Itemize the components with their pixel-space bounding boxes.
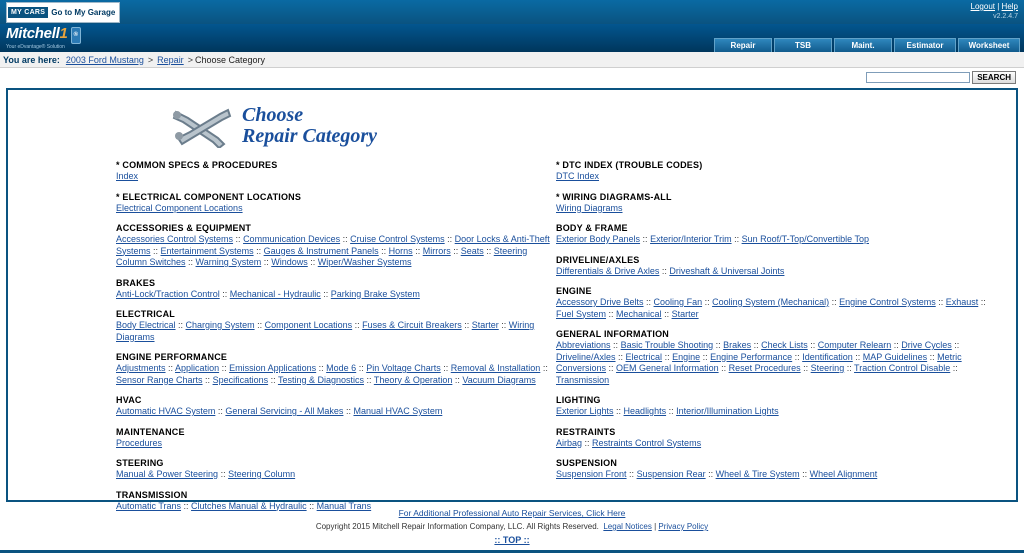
category-links	[116, 289, 556, 301]
category-columns	[8, 154, 1016, 521]
category-link[interactable]: Mechanical - Hydraulic	[229, 288, 321, 299]
category-group	[556, 329, 996, 386]
link-separator: ::	[950, 363, 958, 373]
category-group-heading: ENGINE PERFORMANCE	[116, 352, 228, 362]
category-link[interactable]: Wiring Diagrams	[116, 320, 535, 342]
category-link[interactable]: DTC Index	[556, 171, 600, 181]
link-separator: ::	[606, 308, 617, 319]
category-link[interactable]: Basic Trouble Shooting	[620, 340, 714, 350]
link-separator: ::	[306, 500, 317, 511]
category-group	[116, 278, 556, 301]
category-link[interactable]: Manual Trans	[316, 500, 372, 511]
category-group-heading: * WIRING DIAGRAMS-ALL	[556, 191, 672, 202]
brand-bar	[0, 24, 1024, 52]
breadcrumb-repair[interactable]: Repair	[157, 54, 184, 65]
link-separator: ::	[705, 469, 716, 479]
category-group	[556, 192, 996, 215]
category-link[interactable]: Wheel Alignment	[809, 469, 878, 479]
link-separator: ::	[202, 374, 213, 385]
category-link[interactable]: Body Electrical	[116, 320, 176, 330]
link-separator: ::	[891, 340, 902, 350]
link-separator: ::	[792, 351, 803, 362]
logo-tagline: Your eDvantage® Solution	[6, 44, 65, 50]
category-group-heading: HVAC	[116, 395, 142, 405]
category-links	[116, 501, 556, 513]
search-button[interactable]: SEARCH	[972, 71, 1016, 84]
link-separator: ::	[659, 265, 670, 276]
link-separator: ::	[320, 288, 331, 299]
breadcrumb-separator-2: >	[187, 54, 193, 65]
link-separator: ::	[927, 351, 938, 362]
category-group	[116, 192, 556, 215]
category-link[interactable]: Driveline/Axles	[556, 351, 616, 362]
category-link[interactable]: Specifications	[212, 374, 269, 385]
wrench-icon	[168, 102, 234, 151]
link-separator: ::	[150, 245, 161, 256]
category-link[interactable]: Transmission	[556, 374, 610, 385]
category-link[interactable]: Communication Devices	[243, 234, 341, 244]
link-separator: ::	[799, 469, 810, 479]
link-separator: ::	[215, 406, 226, 416]
category-link[interactable]: Procedures	[116, 437, 163, 448]
category-link[interactable]: Metric Conversions	[556, 351, 962, 373]
category-link[interactable]: Steering Column	[228, 469, 296, 479]
category-group	[116, 427, 556, 450]
category-link[interactable]: Accessory Drive Belts	[556, 297, 644, 307]
breadcrumb-lead: You are here:	[3, 54, 60, 65]
left-column	[116, 160, 556, 521]
category-links	[556, 234, 996, 246]
link-separator: ::	[626, 469, 637, 479]
link-separator: ::	[343, 406, 354, 416]
link-separator: ::	[718, 363, 729, 373]
category-group	[116, 395, 556, 418]
category-link[interactable]: MAP Guidelines	[862, 351, 928, 362]
link-separator: ::	[800, 363, 811, 373]
category-link[interactable]: Removal & Installation	[450, 363, 541, 373]
category-link[interactable]: Fuel System	[556, 308, 607, 319]
link-separator: ::	[935, 297, 946, 307]
right-column	[556, 160, 996, 521]
category-link[interactable]: Vacuum Diagrams	[462, 374, 536, 385]
category-group	[556, 458, 996, 481]
category-links	[116, 363, 556, 386]
my-garage-button[interactable]	[6, 2, 120, 23]
link-separator: ::	[978, 297, 986, 307]
main-panel	[6, 88, 1018, 511]
category-link[interactable]: Seats	[460, 245, 484, 256]
category-link[interactable]: Sensor Range Charts	[116, 374, 203, 385]
category-link[interactable]: Theory & Operation	[373, 374, 453, 385]
category-link[interactable]: Cruise Control Systems	[350, 234, 445, 244]
category-link[interactable]: Anti-Lock/Traction Control	[116, 288, 220, 299]
category-group-heading: * ELECTRICAL COMPONENT LOCATIONS	[116, 191, 302, 202]
tab-worksheet[interactable]: Worksheet	[958, 38, 1020, 52]
link-separator: ::	[483, 245, 494, 256]
category-group	[556, 395, 996, 418]
category-link[interactable]: Steering	[810, 363, 845, 373]
category-group-heading: SUSPENSION	[556, 458, 618, 468]
link-separator: ::	[666, 406, 677, 416]
category-links	[116, 234, 556, 269]
logo-accent: 1	[59, 25, 68, 42]
category-link[interactable]: Interior/Illumination Lights	[676, 406, 779, 416]
category-links	[116, 203, 556, 215]
category-group	[116, 352, 556, 386]
category-link[interactable]: Emission Applications	[229, 363, 317, 373]
top-bar	[0, 0, 1024, 24]
version-label: v2.2.4.7	[993, 13, 1018, 20]
registered-chip: ®	[71, 27, 81, 44]
breadcrumb-current: Choose Category	[194, 54, 265, 65]
link-separator: ::	[452, 374, 463, 385]
link-separator: ::	[253, 245, 264, 256]
link-separator: ::	[844, 363, 855, 373]
category-link[interactable]: Differentials & Drive Axles	[556, 265, 660, 276]
page-title-line1: Choose	[242, 104, 304, 126]
category-links	[116, 171, 556, 183]
category-group-heading: BODY & FRAME	[556, 223, 628, 233]
category-link[interactable]: Mirrors	[422, 245, 451, 256]
category-link[interactable]: Cooling System (Mechanical)	[712, 297, 830, 307]
category-link[interactable]: Exterior Lights	[556, 406, 614, 416]
link-separator: ::	[261, 257, 272, 267]
page-title	[8, 98, 1016, 154]
link-separator: ::	[185, 257, 196, 267]
link-separator: ::	[461, 320, 472, 330]
category-group-heading: ENGINE	[556, 286, 592, 296]
category-link[interactable]: Wiper/Washer Systems	[317, 257, 412, 267]
link-separator: ::	[340, 234, 351, 244]
category-group	[116, 309, 556, 343]
category-links	[556, 297, 996, 320]
category-link[interactable]: Engine	[672, 351, 701, 362]
link-separator: ::	[751, 340, 762, 350]
category-link[interactable]: Traction Control Disable	[854, 363, 951, 373]
category-group-heading: RESTRAINTS	[556, 426, 616, 437]
category-link[interactable]: Brakes	[723, 340, 752, 350]
category-link[interactable]: Pin Voltage Charts	[366, 363, 441, 373]
tab-estimator[interactable]: Estimator	[894, 38, 956, 52]
footer-divider: |	[654, 522, 657, 531]
category-link[interactable]: Clutches Manual & Hydraulic	[191, 500, 307, 511]
link-separator: ::	[498, 320, 509, 330]
link-separator: ::	[412, 245, 423, 256]
category-links	[116, 469, 556, 481]
category-link[interactable]: Mechanical	[616, 308, 662, 319]
category-group	[556, 223, 996, 246]
pro-services-link[interactable]: For Additional Professional Auto Repair Services, Click Here	[398, 508, 626, 518]
back-to-top-link[interactable]: :: TOP ::	[494, 535, 530, 545]
link-separator: ::	[218, 469, 229, 479]
category-link[interactable]: Restraints Control Systems	[592, 437, 702, 448]
link-separator: ::	[356, 363, 367, 373]
tab-repair[interactable]: Repair	[714, 38, 772, 52]
category-group-heading: STEERING	[116, 458, 164, 468]
category-link[interactable]: Starter	[671, 308, 699, 319]
category-link[interactable]: Identification	[802, 351, 853, 362]
category-link[interactable]: Gauges & Instrument Panels	[263, 245, 379, 256]
breadcrumb-vehicle[interactable]: 2003 Ford Mustang	[65, 54, 144, 65]
mitchell-logo[interactable]	[6, 26, 81, 52]
link-separator: ::	[175, 320, 186, 330]
category-link[interactable]: Suspension Rear	[636, 469, 706, 479]
category-link[interactable]: Horns	[388, 245, 413, 256]
link-separator: ::	[181, 500, 192, 511]
link-separator: ::	[307, 257, 318, 267]
category-link[interactable]: Manual & Power Steering	[116, 469, 219, 479]
category-group	[116, 490, 556, 513]
category-links	[556, 266, 996, 278]
breadcrumb-separator-1: >	[147, 54, 154, 65]
category-link[interactable]: Index	[116, 171, 139, 181]
category-group	[116, 160, 556, 183]
category-links	[556, 340, 996, 386]
category-link[interactable]: Wheel & Tire System	[715, 469, 800, 479]
link-separator: ::	[233, 234, 244, 244]
link-separator: ::	[450, 245, 461, 256]
category-group-heading: ELECTRICAL	[116, 309, 175, 319]
link-separator: ::	[440, 363, 451, 373]
category-link[interactable]: Component Locations	[264, 320, 353, 330]
category-link[interactable]: Manual HVAC System	[353, 406, 443, 416]
category-link[interactable]: Driveshaft & Universal Joints	[669, 265, 785, 276]
category-group-heading: DRIVELINE/AXLES	[556, 254, 640, 265]
category-group	[556, 160, 996, 183]
privacy-policy-link[interactable]: Privacy Policy	[658, 522, 709, 531]
link-separator: ::	[852, 351, 863, 362]
category-link[interactable]: Sun Roof/T-Top/Convertible Top	[741, 234, 869, 244]
help-link[interactable]: Help	[1001, 2, 1018, 11]
category-link[interactable]: Cooling Fan	[653, 297, 703, 307]
category-group-heading: MAINTENANCE	[116, 426, 185, 437]
category-link[interactable]: Headlights	[623, 406, 667, 416]
category-link[interactable]: Mode 6	[326, 363, 357, 373]
link-separator: ::	[829, 297, 840, 307]
link-separator: ::	[219, 288, 230, 299]
category-link[interactable]: Warning System	[195, 257, 262, 267]
search-input[interactable]	[866, 72, 970, 83]
link-separator: ::	[613, 406, 624, 416]
category-link[interactable]: Charging System	[185, 320, 255, 330]
link-separator: ::	[807, 340, 818, 350]
category-link[interactable]: Drive Cycles	[901, 340, 952, 350]
link-separator: ::	[606, 363, 617, 373]
category-link[interactable]: Exhaust	[945, 297, 979, 307]
category-group	[556, 255, 996, 278]
tab-tsb[interactable]: TSB	[774, 38, 832, 52]
category-link[interactable]: Reset Procedures	[728, 363, 801, 373]
copyright-text: Copyright 2015 Mitchell Repair Information Company, LLC. All Rights Reserved.	[315, 522, 599, 531]
main-tabs	[712, 24, 1020, 52]
category-link[interactable]: Computer Relearn	[817, 340, 892, 350]
category-link[interactable]: Engine Control Systems	[839, 297, 936, 307]
category-group-heading: ACCESSORIES & EQUIPMENT	[116, 223, 252, 233]
category-group-heading: * COMMON SPECS & PROCEDURES	[116, 160, 278, 170]
category-link[interactable]: Airbag	[556, 437, 583, 448]
link-separator: ::	[352, 320, 363, 330]
category-group-heading: BRAKES	[116, 277, 156, 288]
link-separator: ::	[268, 374, 278, 385]
link-separator: ::	[731, 234, 742, 244]
category-link[interactable]: Adjustments	[116, 363, 166, 373]
page-title-line2: Repair Category	[242, 125, 377, 147]
category-link[interactable]: Automatic HVAC System	[116, 406, 216, 416]
category-link[interactable]: Door Locks & Anti-Theft Systems	[116, 234, 550, 256]
breadcrumb	[0, 52, 1024, 68]
category-group-heading: LIGHTING	[556, 395, 601, 405]
category-link[interactable]: Steering Column Switches	[116, 245, 528, 267]
category-link[interactable]: General Servicing - All Makes	[225, 406, 344, 416]
category-group	[116, 223, 556, 269]
link-separator: ::	[363, 374, 374, 385]
logout-link[interactable]: Logout	[970, 2, 995, 11]
category-links	[116, 406, 556, 418]
category-link[interactable]: Suspension Front	[556, 469, 627, 479]
link-separator: ::	[378, 245, 389, 256]
link-separator: ::	[165, 363, 176, 373]
category-group	[116, 458, 556, 481]
category-link[interactable]: Fuses & Circuit Breakers	[362, 320, 462, 330]
category-group-heading: TRANSMISSION	[116, 489, 188, 500]
link-separator: ::	[610, 340, 621, 350]
top-links-divider: |	[997, 2, 1000, 11]
category-link[interactable]: Electrical	[625, 351, 663, 362]
category-links	[556, 171, 996, 183]
link-separator: ::	[700, 351, 711, 362]
category-link[interactable]: Wiring Diagrams	[556, 202, 623, 213]
link-separator: ::	[219, 363, 230, 373]
category-link[interactable]: Electrical Component Locations	[116, 202, 243, 213]
my-cars-badge: MY CARS	[8, 7, 48, 18]
link-separator: ::	[444, 234, 455, 244]
category-group	[556, 286, 996, 320]
link-separator: ::	[702, 297, 713, 307]
category-link[interactable]: Automatic Trans	[116, 500, 182, 511]
link-separator: ::	[951, 340, 960, 350]
legal-notices-link[interactable]: Legal Notices	[603, 522, 652, 531]
category-group-heading: * DTC INDEX (TROUBLE CODES)	[556, 160, 703, 170]
category-links	[556, 406, 996, 418]
link-separator: ::	[640, 234, 651, 244]
link-separator: ::	[643, 297, 654, 307]
category-link[interactable]: Check Lists	[761, 340, 808, 350]
link-separator: ::	[254, 320, 265, 330]
category-links	[116, 438, 556, 450]
link-separator: ::	[582, 437, 593, 448]
logo-name: Mitchell	[6, 25, 60, 42]
category-link[interactable]: Parking Brake System	[330, 288, 420, 299]
category-link[interactable]: Abbreviations	[556, 340, 611, 350]
category-group-heading: GENERAL INFORMATION	[556, 329, 669, 339]
category-links	[556, 203, 996, 215]
search-row	[0, 68, 1024, 86]
link-separator: ::	[615, 351, 626, 362]
link-separator: ::	[662, 351, 673, 362]
link-separator: ::	[316, 363, 327, 373]
link-separator: ::	[540, 363, 548, 373]
link-separator: ::	[661, 308, 672, 319]
category-link[interactable]: Exterior/Interior Trim	[650, 234, 732, 244]
category-link[interactable]: Entertainment Systems	[160, 245, 254, 256]
top-right-links	[971, 2, 1018, 22]
category-links	[116, 320, 556, 343]
category-link[interactable]: Starter	[471, 320, 499, 330]
category-link[interactable]: Accessories Control Systems	[116, 234, 234, 244]
tab-maint[interactable]: Maint.	[834, 38, 892, 52]
category-link[interactable]: Windows	[271, 257, 308, 267]
category-links	[556, 469, 996, 481]
category-link[interactable]: Engine Performance	[710, 351, 793, 362]
link-separator: ::	[713, 340, 724, 350]
category-link[interactable]: Application	[175, 363, 220, 373]
category-link[interactable]: Exterior Body Panels	[556, 234, 641, 244]
my-garage-label: Go to My Garage	[51, 7, 116, 17]
category-group	[556, 427, 996, 450]
category-link[interactable]: OEM General Information	[616, 363, 719, 373]
category-link[interactable]: Testing & Diagnostics	[277, 374, 364, 385]
category-links	[556, 438, 996, 450]
